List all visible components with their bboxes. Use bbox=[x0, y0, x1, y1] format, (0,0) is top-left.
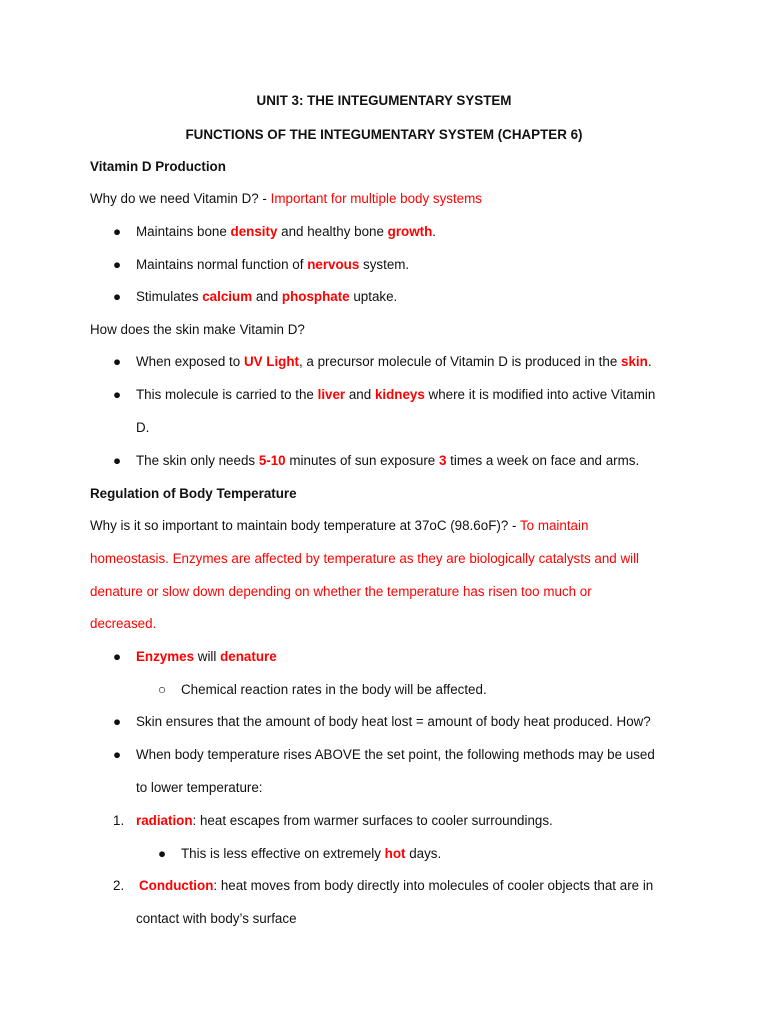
list-item-bone: Maintains bone density and healthy bone growth. bbox=[136, 224, 436, 239]
bullet-marker: ● bbox=[113, 714, 122, 729]
list-item-liver-kidneys-continued: D. bbox=[136, 420, 150, 435]
section-heading-vitamin-d: Vitamin D Production bbox=[90, 159, 226, 174]
list-item-heat-balance: Skin ensures that the amount of body heat lost = amount of body heat produced. How? bbox=[136, 714, 651, 729]
list-item-above-set-point-continued: to lower temperature: bbox=[136, 780, 263, 795]
sub-list-item-reaction-rates: Chemical reaction rates in the body will be affected. bbox=[181, 682, 487, 697]
question-why-vitamin-d: Why do we need Vitamin D? - Important for multiple body systems bbox=[90, 191, 482, 206]
list-item-liver-kidneys: This molecule is carried to the liver and kidneys where it is modified into active Vitamin bbox=[136, 387, 656, 402]
bullet-marker: ● bbox=[113, 747, 122, 762]
document-subtitle: FUNCTIONS OF THE INTEGUMENTARY SYSTEM (CHAPTER 6) bbox=[185, 127, 583, 142]
sub-list-item-hot-days: This is less effective on extremely hot days. bbox=[181, 846, 442, 861]
numbered-item-conduction-continued: contact with body’s surface bbox=[136, 911, 297, 926]
bullet-marker: ● bbox=[113, 453, 122, 468]
answer-line-2: homeostasis. Enzymes are affected by temperature as they are biologically catalysts and will bbox=[90, 551, 640, 566]
bullet-marker: ● bbox=[113, 649, 122, 664]
answer-line-4: decreased. bbox=[90, 616, 157, 631]
question-how-skin-makes-vitamin-d: How does the skin make Vitamin D? bbox=[90, 322, 305, 337]
numbered-marker-1: 1. bbox=[113, 813, 125, 828]
numbered-marker-2: 2. bbox=[113, 878, 125, 893]
list-item-calcium: Stimulates calcium and phosphate uptake. bbox=[136, 289, 398, 304]
section-heading-temperature: Regulation of Body Temperature bbox=[90, 486, 297, 501]
document-title: UNIT 3: THE INTEGUMENTARY SYSTEM bbox=[256, 93, 512, 108]
list-item-above-set-point: When body temperature rises ABOVE the set point, the following methods may be used bbox=[136, 747, 655, 762]
numbered-item-radiation: radiation: heat escapes from warmer surfaces to cooler surroundings. bbox=[136, 813, 553, 828]
list-item-enzymes: Enzymes will denature bbox=[136, 649, 277, 664]
list-item-uv-light: When exposed to UV Light, a precursor molecule of Vitamin D is produced in the skin. bbox=[136, 354, 652, 369]
question-body-temperature: Why is it so important to maintain body temperature at 37oC (98.6oF)? - To maintain bbox=[90, 518, 589, 533]
numbered-item-conduction: Conduction: heat moves from body directly into molecules of cooler objects that are in bbox=[139, 878, 654, 893]
bullet-marker: ● bbox=[113, 354, 122, 369]
list-item-nervous: Maintains normal function of nervous system. bbox=[136, 257, 410, 272]
list-item-sun-exposure: The skin only needs 5-10 minutes of sun exposure 3 times a week on face and arms. bbox=[136, 453, 640, 468]
bullet-marker: ● bbox=[113, 387, 122, 402]
sub-bullet-marker: ○ bbox=[158, 682, 167, 697]
bullet-marker: ● bbox=[158, 846, 167, 861]
bullet-marker: ● bbox=[113, 289, 122, 304]
bullet-marker: ● bbox=[113, 224, 122, 239]
bullet-marker: ● bbox=[113, 257, 122, 272]
answer-line-3: denature or slow down depending on whether the temperature has risen too much or bbox=[90, 584, 592, 599]
